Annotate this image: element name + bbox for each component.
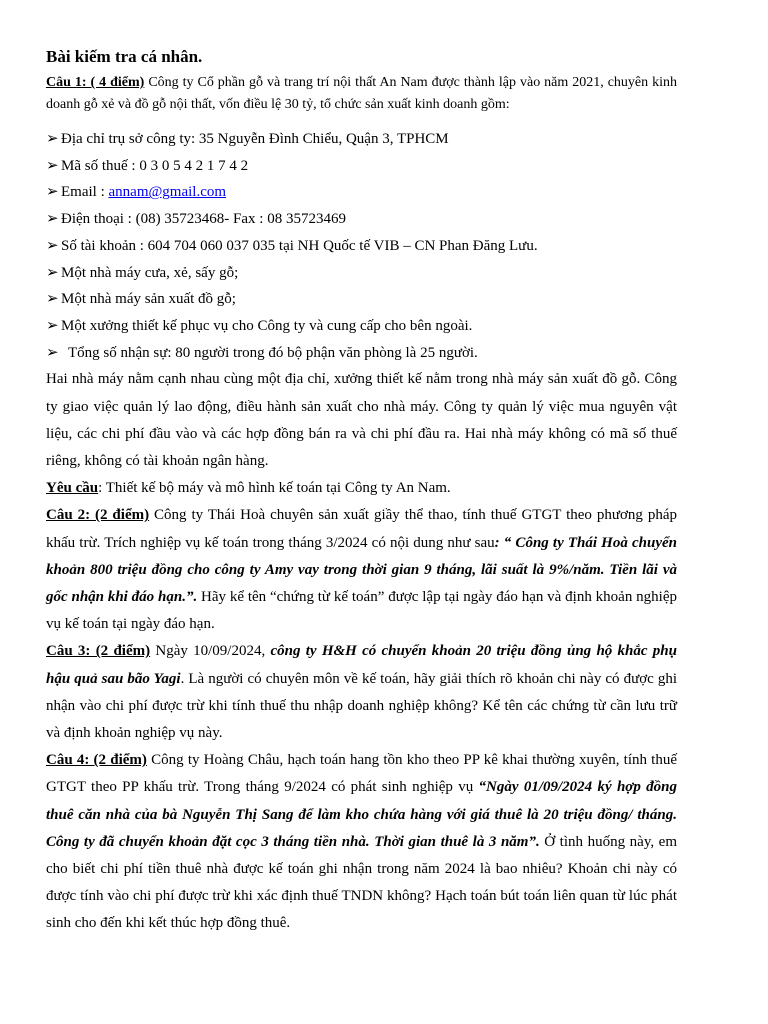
list-item <box>46 179 677 206</box>
arrowhead-bullet-icon: ➢ <box>46 237 59 254</box>
question-1-requirement <box>46 475 677 502</box>
list-item <box>46 126 677 153</box>
question-3 <box>46 638 677 747</box>
list-item-text: Số tài khoản : 604 704 060 037 035 tại NH Quốc tế VIB – CN Phan Đăng Lưu. <box>61 237 538 254</box>
question-2-emphasis: : “ Công ty Thái Hoà chuyển khoản 800 triệu đồng cho công ty Amy vay trong thời gian 9 tháng, lãi suất là 9%/năm. Tiền lãi và gốc nhận khi đáo hạn.”. <box>46 534 677 605</box>
list-item <box>46 313 677 340</box>
email-link[interactable]: annam@gmail.com <box>108 184 227 201</box>
company-info-list <box>46 126 677 366</box>
question-1-paragraph: Hai nhà máy nằm cạnh nhau cùng một địa chỉ, xưởng thiết kế nằm trong nhà máy sản xuất đồ gỗ. Công ty giao việc quản lý lao động, điều hành sản xuất cho nhà máy. Công ty quản lý việc mua nguyên vật liệu, các chi phí đầu vào và các hợp đồng bán ra và chi phí đầu ra. Hai nhà máy không có mã số thuế riêng, không có tài khoản ngân hàng. <box>46 371 677 469</box>
question-1-label: Câu 1: ( 4 điểm) <box>46 75 145 90</box>
arrowhead-bullet-icon: ➢ <box>46 344 59 361</box>
question-1-intro <box>46 72 677 116</box>
page-title: Bài kiếm tra cá nhân. <box>46 47 203 66</box>
document-page <box>46 44 677 938</box>
arrowhead-bullet-icon: ➢ <box>46 184 59 201</box>
question-4-task: Ở tình huống này, em cho biết chi phí tiền thuê nhà được kế toán ghi nhận trong năm 2024 là bao nhiêu? Khoản chi này có được tính vào chi phí được trừ khi xác định thuế TNDN không? Hạch toán bút toán liên quan từ lúc phát sinh cho đến khi kết thúc hợp đồng thuê. <box>46 833 677 932</box>
question-2-text: Công ty Thái Hoà chuyên sản xuất giầy thể thao, tính thuế GTGT theo phương pháp khấu trừ. Trích nghiệp vụ kế toán trong tháng 3/2024 có nội dung như sau <box>46 507 677 551</box>
question-2 <box>46 502 677 638</box>
list-item <box>46 286 677 313</box>
question-2-label: Câu 2: (2 điểm) <box>46 507 150 524</box>
question-4-label: Câu 4: (2 điểm) <box>46 752 147 769</box>
requirement-text: : Thiết kế bộ máy và mô hình kế toán tại Công ty An Nam. <box>98 480 451 497</box>
arrowhead-bullet-icon: ➢ <box>46 211 59 228</box>
arrowhead-bullet-icon: ➢ <box>46 157 59 174</box>
arrowhead-bullet-icon: ➢ <box>46 317 59 334</box>
list-item <box>46 233 677 260</box>
list-item-text: Email : <box>61 184 109 201</box>
list-item-text: Điện thoại : (08) 35723468- Fax : 08 35723469 <box>61 211 346 228</box>
question-3-task: . Là người có chuyên môn về kế toán, hãy giải thích rõ khoản chi này có được ghi nhận vào chi phí được trừ khi tính thuế thu nhập doanh nghiệp không? Kể tên các chứng từ cần lưu trữ và định khoản nghiệp vụ này. <box>46 670 677 741</box>
list-item-text: Tổng số nhận sự: 80 người trong đó bộ phận văn phòng là 25 người. <box>68 344 478 361</box>
list-item-text: Một nhà máy cưa, xẻ, sấy gỗ; <box>61 264 239 281</box>
list-item-text: Một xưởng thiết kế phục vụ cho Công ty và cung cấp cho bên ngoài. <box>61 317 473 334</box>
question-4 <box>46 747 677 937</box>
question-3-emphasis: công ty H&H có chuyển khoản 20 triệu đồng ủng hộ khắc phụ hậu quả sau bão Yagi <box>46 643 677 687</box>
list-item <box>46 153 677 180</box>
question-4-text: Công ty Hoàng Châu, hạch toán hang tồn kho theo PP kê khai thường xuyên, tính thuế GTGT theo PP khấu trừ. Trong tháng 9/2024 có phát sinh nghiệp vụ <box>46 752 678 796</box>
question-3-text: Ngày 10/09/2024, <box>150 643 271 660</box>
question-2-task: Hãy kể tên “chứng từ kế toán” được lập tại ngày đáo hạn và định khoản nghiệp vụ kế toán tại ngày đáo hạn. <box>46 588 677 633</box>
requirement-label: Yêu cầu <box>46 480 99 497</box>
list-item-text: Mã số thuế : 0 3 0 5 4 2 1 7 4 2 <box>61 157 249 174</box>
question-1-text: Công ty Cổ phần gỗ và trang trí nội thất An Nam được thành lập vào năm 2021, chuyên kinh doanh gỗ xẻ và đồ gỗ nội thất, vốn điều lệ 30 tỷ, tổ chức sản xuất kinh doanh gồm: <box>46 75 678 112</box>
arrowhead-bullet-icon: ➢ <box>46 264 59 281</box>
list-item <box>46 260 677 287</box>
list-item <box>46 206 677 233</box>
question-4-emphasis: “Ngày 01/09/2024 ký hợp đồng thuê căn nhà của bà Nguyễn Thị Sang để làm kho chứa hàng với giá thuê là 20 triệu đồng/ tháng. Công ty đã chuyển khoản đặt cọc 3 tháng tiền nhà. Thời gian thuê là 3 năm”. <box>46 779 677 850</box>
arrowhead-bullet-icon: ➢ <box>46 291 59 308</box>
arrowhead-bullet-icon: ➢ <box>46 131 59 147</box>
list-item-text: Một nhà máy sản xuất đồ gỗ; <box>61 291 236 308</box>
list-item-text: Địa chỉ trụ sở công ty: 35 Nguyễn Đình Chiểu, Quận 3, TPHCM <box>61 131 449 147</box>
list-item <box>46 340 677 367</box>
question-3-label: Câu 3: (2 điểm) <box>46 643 151 660</box>
